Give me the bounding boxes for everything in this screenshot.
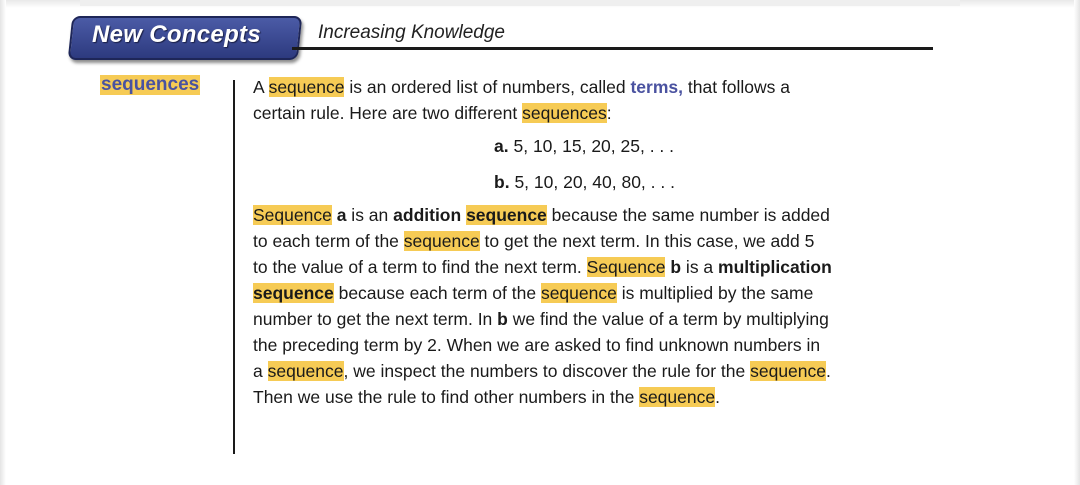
example-b (494, 171, 675, 193)
sidebar-term: sequences (101, 74, 200, 95)
section-title: New Concepts (92, 21, 261, 48)
example-values: 5, 10, 20, 40, 80, . . . (514, 172, 675, 192)
page-top-band (80, 0, 960, 6)
vocabulary-term: terms, (630, 77, 683, 97)
highlighted-term: Sequence (253, 205, 332, 225)
highlighted-term: sequence (403, 231, 480, 251)
highlighted-term: sequences (522, 103, 607, 123)
explanation-line-7 (253, 358, 933, 384)
explanation-line-1 (253, 202, 933, 228)
explanation-line-6: the preceding term by 2. When we are asked to find unknown numbers in (253, 335, 821, 355)
highlighted-term: sequence (267, 361, 344, 381)
column-divider (233, 80, 235, 454)
intro-paragraph (253, 74, 933, 126)
bold-text: a (331, 205, 347, 225)
text-run: A (253, 77, 269, 97)
highlighted-term: sequence (253, 283, 334, 303)
explanation-line-8 (253, 384, 933, 410)
text-run: because each term of the (333, 283, 541, 303)
explanation-line-5 (253, 306, 933, 332)
bold-text: multiplication (718, 257, 832, 277)
text-run: to get the next term. In this case, we add 5 (479, 231, 815, 251)
header-rule (292, 47, 933, 50)
text-run: is an (346, 205, 394, 225)
text-run: is a (681, 257, 719, 277)
text-run: a (253, 361, 268, 381)
text-run: certain rule. Here are two different (253, 103, 523, 123)
bold-text: addition (393, 205, 462, 225)
explanation-line-3 (253, 254, 933, 280)
text-run: , we inspect the numbers to discover the rule for the (343, 361, 751, 381)
text-run: we find the value of a term by multiplying (507, 309, 829, 329)
highlighted-term: sequence (750, 361, 827, 381)
highlighted-term: sequence (639, 387, 716, 407)
highlighted-term: Sequence (586, 257, 666, 277)
page-right-edge (1074, 0, 1080, 485)
section-subtitle: Increasing Knowledge (318, 22, 505, 43)
intro-line-2 (253, 100, 933, 126)
bold-text: b (670, 257, 682, 277)
text-run: number to get the next term. In (253, 309, 498, 329)
highlighted-term: sequence (466, 205, 547, 225)
text-run: is an ordered list of numbers, called (344, 77, 631, 97)
text-run: . (715, 387, 720, 407)
example-values: 5, 10, 15, 20, 25, . . . (513, 136, 675, 156)
bold-text: b (497, 309, 508, 329)
text-run: because the same number is added (546, 205, 830, 225)
highlighted-term: sequence (540, 283, 617, 303)
text-run: : (606, 103, 612, 123)
page-left-edge (0, 0, 6, 485)
text-run: to the value of a term to find the next term. (253, 257, 587, 277)
highlighted-term: sequence (268, 77, 345, 97)
explanation-line-2 (253, 228, 933, 254)
text-run: is multiplied by the same (616, 283, 814, 303)
text-run: Then we use the rule to find other numbers in the (253, 387, 640, 407)
text-run: to each term of the (253, 231, 404, 251)
explanation-paragraph (253, 202, 933, 410)
intro-line-1 (253, 74, 933, 100)
explanation-line-4 (253, 280, 933, 306)
text-run: that follows a (683, 77, 790, 97)
example-label: b. (494, 172, 510, 192)
example-label: a. (494, 136, 509, 156)
text-run: . (826, 361, 831, 381)
example-a (494, 135, 674, 157)
